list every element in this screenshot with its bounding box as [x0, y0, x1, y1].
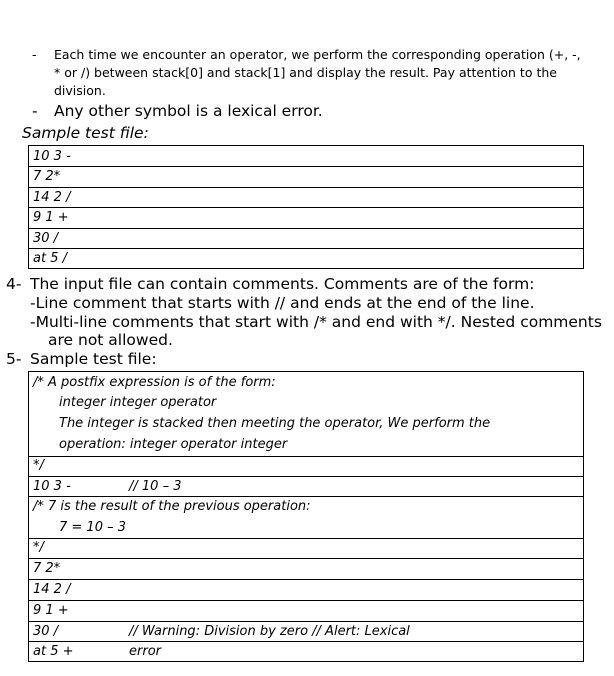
bullet-marker: -	[32, 47, 37, 62]
comment-line: The integer is stacked then meeting the operator, We perform the	[59, 416, 491, 431]
sample-line: 10 3 -	[33, 479, 71, 494]
item-text-line: The input file can contain comments. Comments are of the form:	[30, 275, 535, 293]
item-text-line: -Multi-line comments that start with /* and end with */. Nested comments	[30, 313, 602, 331]
bullet-text-line: Any other symbol is a lexical error.	[54, 102, 323, 120]
bullet-text-line: division.	[54, 83, 106, 98]
item-number: 5-	[6, 350, 22, 368]
comment-line: 7 = 10 – 3	[59, 520, 127, 535]
sample-line: 10 3 -	[33, 149, 71, 164]
sample-line: 14 2 /	[33, 190, 71, 205]
item-text-line: -Line comment that starts with // and ends at the end of the line.	[30, 294, 535, 312]
sample-line: 30 /	[33, 624, 59, 639]
comment-line: integer integer operator	[59, 395, 217, 410]
sample-file-box-1	[28, 145, 584, 269]
sample-line: 9 1 +	[33, 603, 69, 618]
bullet-text-line: * or /) between stack[0] and stack[1] and display the result. Pay attention to the	[54, 65, 557, 80]
sample-line: 9 1 +	[33, 210, 69, 225]
line-comment: // Warning: Division by zero // Alert: Lexical	[129, 624, 410, 639]
sample-line: 7 2*	[33, 169, 61, 184]
sample-line: at 5 /	[33, 251, 67, 266]
sample-line: 14 2 /	[33, 582, 71, 597]
item-text-line: are not allowed.	[48, 331, 173, 349]
comment-line: /* 7 is the result of the previous operation:	[33, 499, 311, 514]
bullet-marker: -	[32, 102, 38, 120]
comment-line: */	[33, 458, 44, 473]
line-comment: error	[129, 644, 161, 659]
comment-line: operation: integer operator integer	[59, 437, 288, 452]
bullet-text-line: Each time we encounter an operator, we perform the corresponding operation (+, -,	[54, 47, 581, 62]
comment-line: */	[33, 540, 44, 555]
comment-line: /* A postfix expression is of the form:	[33, 375, 276, 390]
item-number: 4-	[6, 275, 22, 293]
sample-caption: Sample test file:	[30, 350, 157, 368]
sample-line: at 5 +	[33, 644, 74, 659]
sample-file-box-2	[28, 371, 584, 662]
line-comment: // 10 – 3	[129, 479, 182, 494]
sample-line: 30 /	[33, 231, 59, 246]
sample-caption: Sample test file:	[22, 124, 149, 142]
sample-line: 7 2*	[33, 561, 61, 576]
